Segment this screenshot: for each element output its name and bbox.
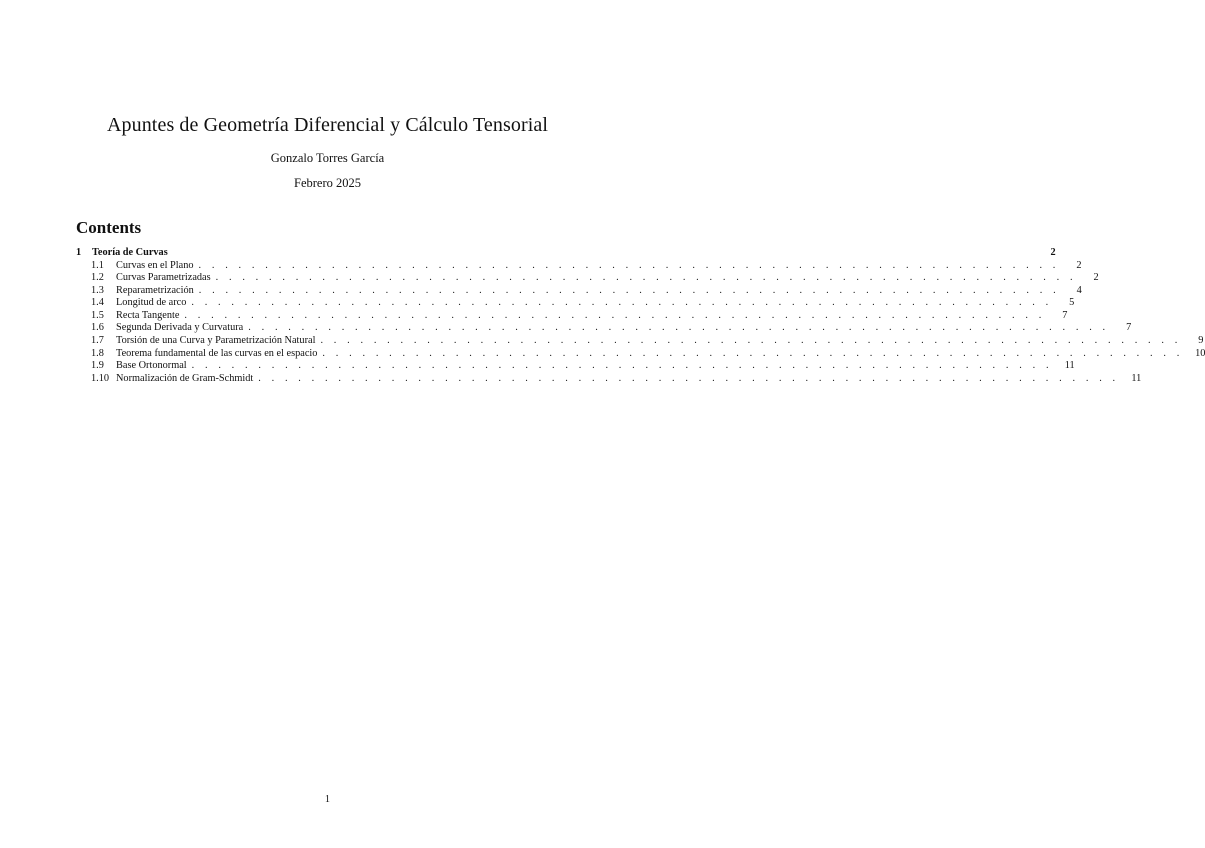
toc-entry-number: 1.9: [91, 360, 104, 372]
toc-entry-page[interactable]: 4: [1076, 284, 1082, 296]
toc-entry-title[interactable]: Base Ortonormal: [116, 360, 187, 372]
page-number: 1: [324, 794, 331, 805]
toc-entry-page[interactable]: 7: [1126, 322, 1132, 334]
document-author: Gonzalo Torres García: [270, 151, 385, 165]
toc-entry-page[interactable]: 2: [1050, 247, 1056, 258]
toc-entry-number: 1.7: [91, 335, 104, 347]
toc-entry-title[interactable]: Segunda Derivada y Curvatura: [116, 322, 244, 334]
toc-entry-page[interactable]: 11: [1131, 372, 1142, 384]
toc-dot-leader: . . . . . . . . . . . . . . . . . . . . . . . . . . . . . . . . . . . . . . . . . . . . . . . . . . . . . . . . . . . . . . . . .: [198, 284, 1060, 296]
toc-subsection-entry[interactable]: [76, 372, 1142, 386]
toc-entry-title[interactable]: Curvas Parametrizadas: [116, 272, 211, 284]
table-of-contents: [76, 246, 1205, 385]
toc-dot-leader: . . . . . . . . . . . . . . . . . . . . . . . . . . . . . . . . . . . . . . . . . . . . . . . . . . . . . . . . . . . . . . . . .: [191, 297, 1053, 309]
toc-entry-page[interactable]: 2: [1093, 272, 1099, 284]
toc-subsection-entry[interactable]: [76, 360, 1075, 373]
toc-entry-title[interactable]: Teoría de Curvas: [92, 247, 168, 258]
toc-entry-title[interactable]: Longitud de arco: [116, 297, 187, 309]
toc-subsection-entry[interactable]: [76, 335, 1204, 348]
toc-entry-number: 1.8: [91, 347, 104, 359]
toc-entry-number: 1.6: [91, 322, 104, 334]
toc-entry-page[interactable]: 7: [1062, 309, 1068, 321]
toc-dot-leader: . . . . . . . . . . . . . . . . . . . . . . . . . . . . . . . . . . . . . . . . . . . . . . . . . . . . . . . . . . . . . . . . .: [198, 259, 1060, 271]
document-date: Febrero 2025: [294, 176, 361, 190]
toc-entry-page[interactable]: 5: [1069, 297, 1075, 309]
toc-entry-number: 1.5: [91, 309, 104, 321]
toc-dot-leader: . . . . . . . . . . . . . . . . . . . . . . . . . . . . . . . . . . . . . . . . . . . . . . . . . . . . . . . . . . . . . . . . .: [215, 272, 1077, 284]
toc-entry-title[interactable]: Torsión de una Curva y Parametrización Natural: [116, 335, 316, 347]
toc-entry-page[interactable]: 11: [1064, 360, 1075, 372]
toc-subsection-entry[interactable]: [76, 309, 1068, 323]
toc-dot-leader: . . . . . . . . . . . . . . . . . . . . . . . . . . . . . . . . . . . . . . . . . . . . . . . . . . . . . . . . . . . . . . . . .: [320, 335, 1182, 347]
toc-section-entry[interactable]: [76, 246, 1056, 260]
toc-entry-number: 1.3: [91, 284, 104, 296]
toc-subsection-entry[interactable]: [76, 272, 1099, 285]
toc-dot-leader: . . . . . . . . . . . . . . . . . . . . . . . . . . . . . . . . . . . . . . . . . . . . . . . . . . . . . . . . . . . . . . . . .: [258, 372, 1120, 384]
toc-subsection-entry[interactable]: [76, 259, 1082, 273]
toc-entry-number: 1.10: [91, 372, 110, 384]
document-title: Apuntes de Geometría Diferencial y Cálculo Tensorial: [106, 114, 549, 136]
toc-dot-leader: . . . . . . . . . . . . . . . . . . . . . . . . . . . . . . . . . . . . . . . . . . . . . . . . . . . . . . . . . . . . . . . . .: [322, 347, 1184, 359]
toc-entry-page[interactable]: 9: [1198, 335, 1204, 347]
toc-entry-page[interactable]: 2: [1076, 259, 1082, 271]
toc-entry-title[interactable]: Curvas en el Plano: [116, 259, 194, 271]
toc-entry-title[interactable]: Teorema fundamental de las curvas en el espacio: [116, 347, 318, 359]
toc-subsection-entry[interactable]: [76, 347, 1205, 361]
toc-entry-number: 1.4: [91, 297, 104, 309]
contents-heading: Contents: [76, 218, 142, 237]
toc-entry-title[interactable]: Reparametrización: [116, 284, 194, 296]
toc-subsection-entry[interactable]: [76, 297, 1075, 310]
toc-entry-title[interactable]: Normalización de Gram-Schmidt: [116, 372, 254, 384]
toc-entry-title[interactable]: Recta Tangente: [116, 309, 180, 321]
toc-entry-number: 1.2: [91, 272, 104, 284]
toc-entry-number: 1: [76, 247, 82, 258]
toc-dot-leader: . . . . . . . . . . . . . . . . . . . . . . . . . . . . . . . . . . . . . . . . . . . . . . . . . . . . . . . . . . . . . . . . .: [191, 360, 1053, 372]
toc-dot-leader: . . . . . . . . . . . . . . . . . . . . . . . . . . . . . . . . . . . . . . . . . . . . . . . . . . . . . . . . . . . . . . . . .: [184, 309, 1046, 321]
toc-entry-number: 1.1: [91, 259, 104, 271]
toc-subsection-entry[interactable]: [76, 322, 1132, 335]
toc-entry-page[interactable]: 10: [1195, 347, 1205, 359]
toc-subsection-entry[interactable]: [76, 284, 1082, 298]
toc-dot-leader: . . . . . . . . . . . . . . . . . . . . . . . . . . . . . . . . . . . . . . . . . . . . . . . . . . . . . . . . . . . . . . . . .: [248, 322, 1110, 334]
